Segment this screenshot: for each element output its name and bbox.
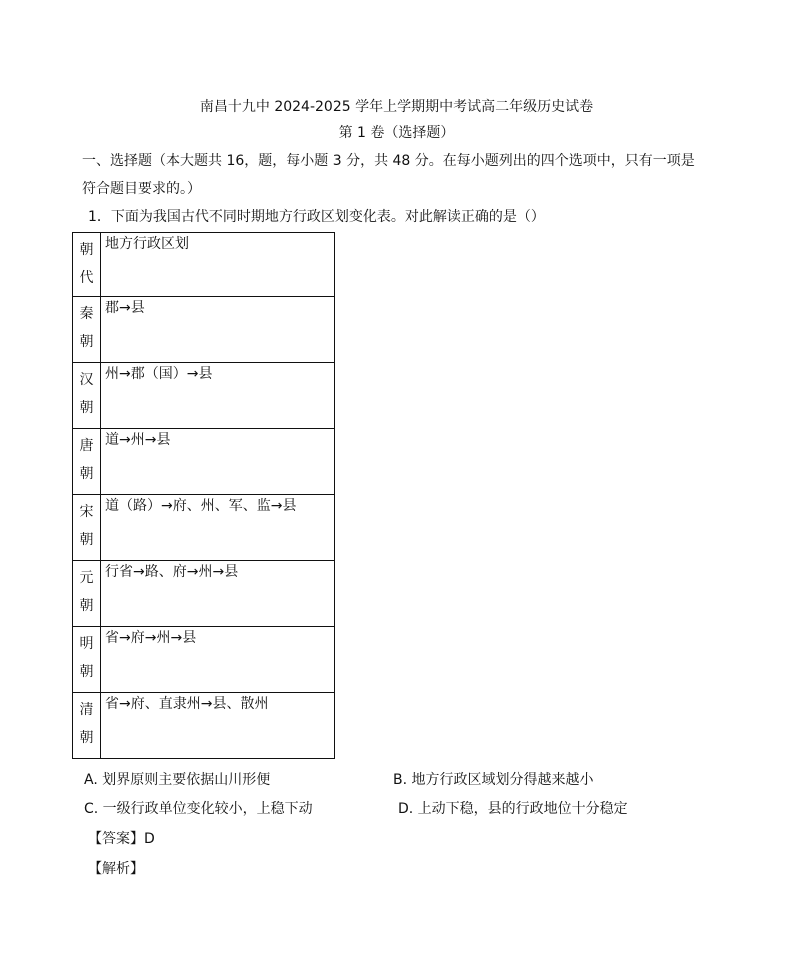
instructions-line-2: 符合题目要求的。）: [82, 181, 201, 197]
instructions-line-1: 一、选择题（本大题共 16，题，每小题 3 分，共 48 分。在每小题列出的四个选项中，只有一项是: [82, 153, 695, 169]
option-d: D. 上动下稳，县的行政地位十分稳定: [398, 801, 628, 817]
table-header-row: [73, 233, 335, 297]
question-stem: 1．下面为我国古代不同时期地方行政区划变化表。对此解读正确的是（）: [88, 209, 545, 225]
table-row: [73, 429, 335, 495]
administrative-division-table: [72, 232, 335, 759]
division-cell: 道（路）→府、州、军、监→县: [101, 495, 335, 561]
dynasty-cell: 明 朝: [73, 627, 101, 693]
answer-label: 【答案】D: [88, 831, 155, 847]
table-row: [73, 693, 335, 759]
table-row: [73, 561, 335, 627]
table-row: [73, 495, 335, 561]
analysis-label: 【解析】: [88, 861, 144, 877]
division-cell: 郡→县: [101, 297, 335, 363]
option-a: A. 划界原则主要依据山川形便: [84, 772, 271, 788]
option-b: B. 地方行政区域划分得越来越小: [393, 772, 594, 788]
dynasty-cell: 唐 朝: [73, 429, 101, 495]
division-cell: 省→府、直隶州→县、散州: [101, 693, 335, 759]
table-row: [73, 363, 335, 429]
division-cell: 道→州→县: [101, 429, 335, 495]
division-cell: 州→郡（国）→县: [101, 363, 335, 429]
dynasty-cell: 清 朝: [73, 693, 101, 759]
dynasty-cell: 汉 朝: [73, 363, 101, 429]
table-row: [73, 627, 335, 693]
dynasty-cell: 秦 朝: [73, 297, 101, 363]
table-row: [73, 297, 335, 363]
division-cell: 省→府→州→县: [101, 627, 335, 693]
division-cell: 行省→路、府→州→县: [101, 561, 335, 627]
volume-title: 第 1 卷（选择题）: [338, 125, 455, 141]
page-title: 南昌十九中 2024-2025 学年上学期期中考试高二年级历史试卷: [199, 99, 594, 115]
dynasty-header-cell: 朝 代: [73, 233, 101, 297]
option-c: C. 一级行政单位变化较小，上稳下动: [84, 801, 313, 817]
dynasty-cell: 宋 朝: [73, 495, 101, 561]
division-header-cell: 地方行政区划: [101, 233, 335, 297]
dynasty-cell: 元 朝: [73, 561, 101, 627]
